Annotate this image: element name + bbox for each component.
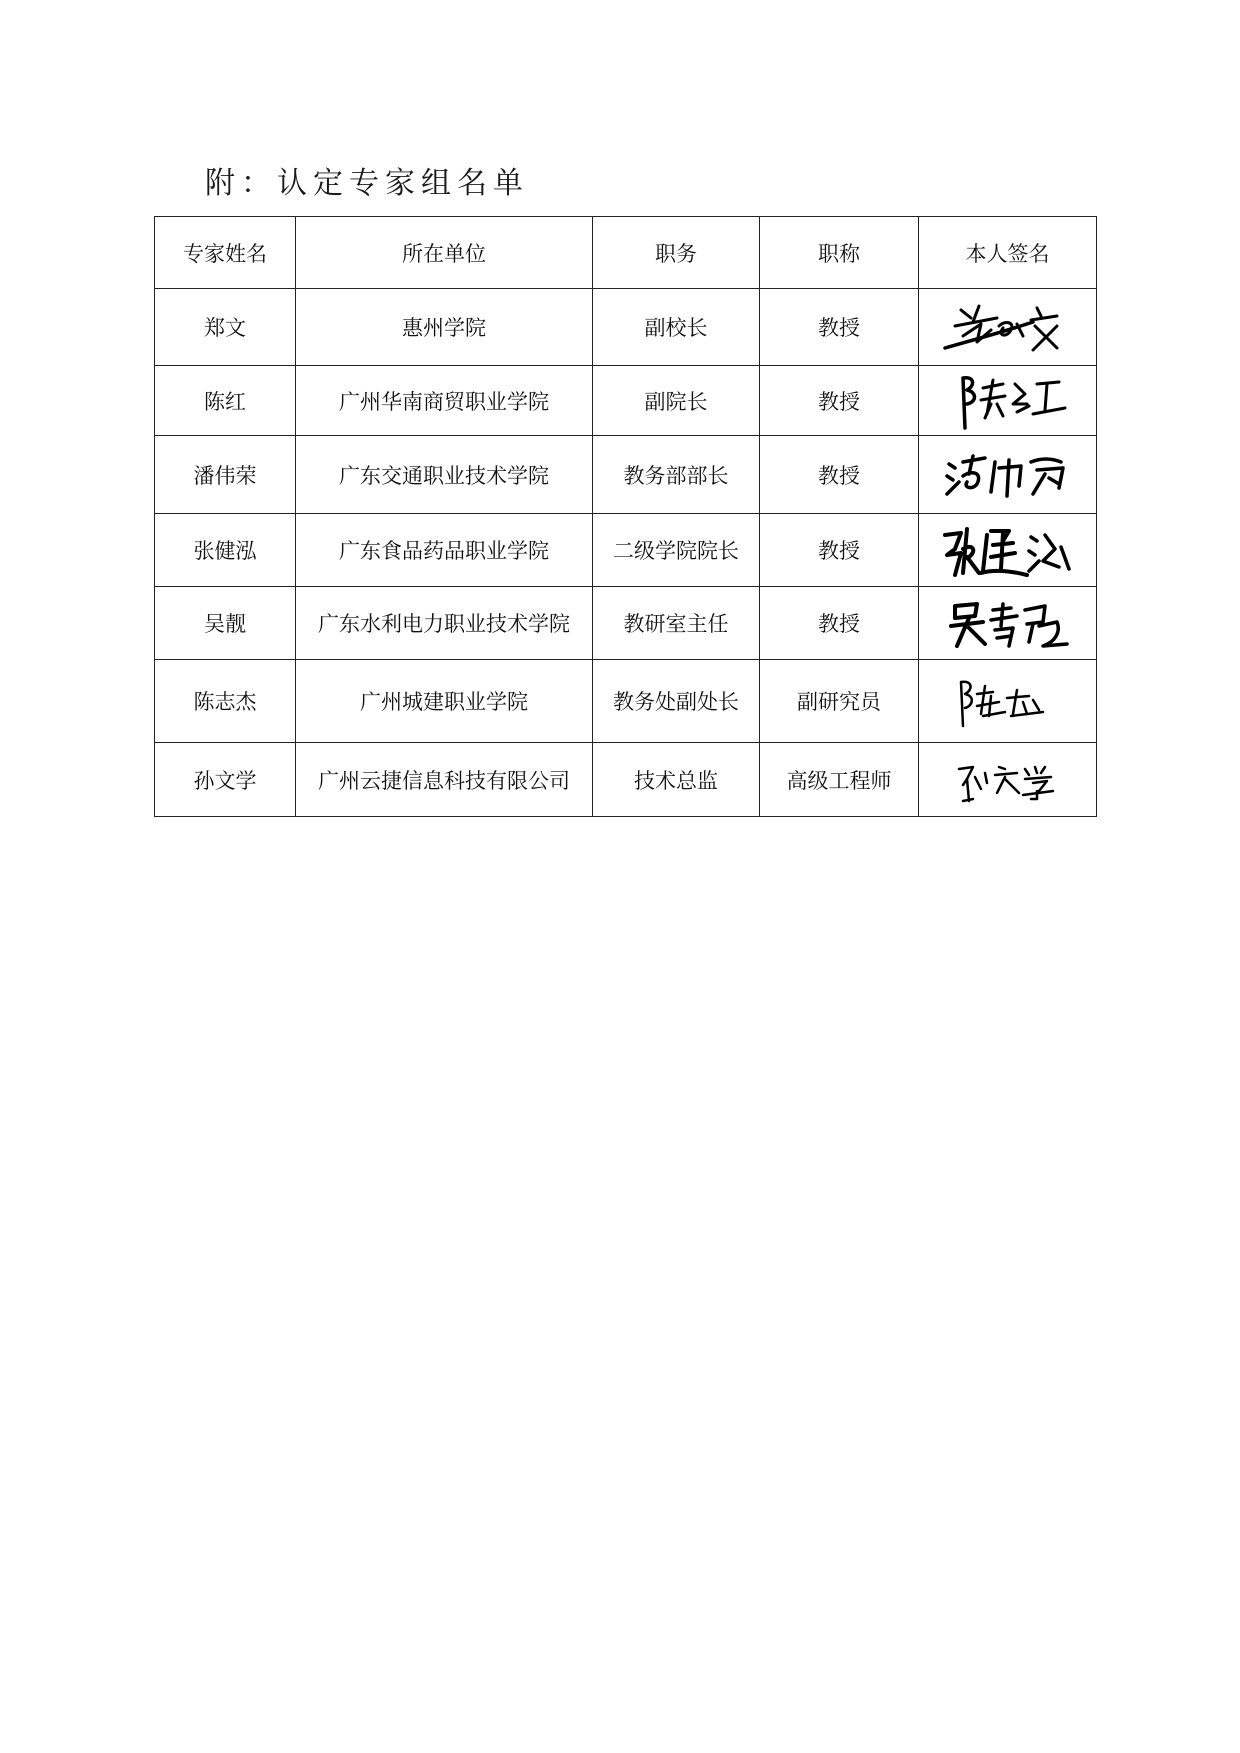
expert-name: 吴靓 [155,587,296,660]
handwritten-signature [933,444,1083,506]
expert-unit: 广州城建职业学院 [296,660,593,743]
expert-name: 郑文 [155,289,296,366]
header-name: 专家姓名 [155,217,296,289]
expert-rank: 教授 [760,436,919,514]
expert-rank: 教授 [760,514,919,587]
expert-signature [919,289,1097,366]
expert-signature [919,587,1097,660]
handwritten-signature [933,370,1083,432]
table-row [155,514,1097,587]
expert-position: 副院长 [593,366,760,436]
expert-position: 教务部部长 [593,436,760,514]
expert-signature [919,366,1097,436]
expert-name: 陈志杰 [155,660,296,743]
expert-unit: 广东水利电力职业技术学院 [296,587,593,660]
expert-rank: 教授 [760,366,919,436]
expert-position: 教务处副处长 [593,660,760,743]
expert-position: 副校长 [593,289,760,366]
expert-signature [919,436,1097,514]
expert-unit: 惠州学院 [296,289,593,366]
expert-signature [919,743,1097,817]
handwritten-signature [933,519,1083,581]
table-row [155,289,1097,366]
header-position: 职务 [593,217,760,289]
expert-position: 二级学院院长 [593,514,760,587]
expert-name: 陈红 [155,366,296,436]
handwritten-signature [933,670,1083,732]
expert-unit: 广州华南商贸职业学院 [296,366,593,436]
expert-name: 张健泓 [155,514,296,587]
header-signature: 本人签名 [919,217,1097,289]
header-unit: 所在单位 [296,217,593,289]
table-row [155,587,1097,660]
expert-rank: 教授 [760,587,919,660]
expert-unit: 广州云捷信息科技有限公司 [296,743,593,817]
handwritten-signature [933,592,1083,654]
expert-signature [919,514,1097,587]
expert-unit: 广东交通职业技术学院 [296,436,593,514]
expert-rank: 副研究员 [760,660,919,743]
table-row [155,366,1097,436]
expert-name: 孙文学 [155,743,296,817]
expert-table [154,216,1097,817]
handwritten-signature [933,296,1083,358]
handwritten-signature [933,749,1083,811]
expert-position: 技术总监 [593,743,760,817]
expert-unit: 广东食品药品职业学院 [296,514,593,587]
table-row [155,436,1097,514]
expert-rank: 高级工程师 [760,743,919,817]
table-row [155,660,1097,743]
table-header-row [155,217,1097,289]
header-rank: 职称 [760,217,919,289]
expert-position: 教研室主任 [593,587,760,660]
page-title: 附：认定专家组名单 [205,166,529,201]
table-row [155,743,1097,817]
expert-name: 潘伟荣 [155,436,296,514]
expert-signature [919,660,1097,743]
expert-rank: 教授 [760,289,919,366]
